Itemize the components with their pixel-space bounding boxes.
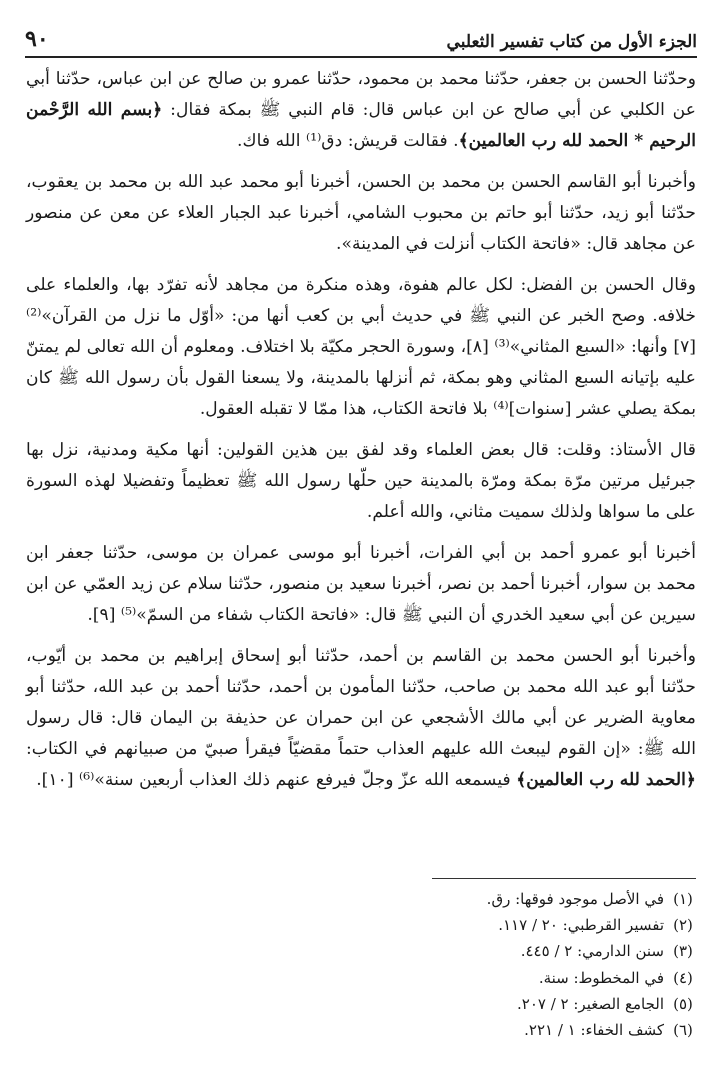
footnote-text: في المخطوط: سنة. [538,968,664,987]
footnote [276,886,696,912]
text-run: وقال الحسن بن الفضل: لكل عالم هفوة، وهذه منكرة من مجاهد لأنه تفرّد بها، والعلماء على خلافه. وصح الخبر عن النبي ﷺ في حديث أبي بن كعب أنها من: «أوّل ما نزل من القرآن»⁽²⁾ [٧] وأنها: «السبع المثاني»⁽³⁾ [٨]، وسورة الحجر مكيّة بلا اختلاف. ومعلوم أن الله تعالى لم يمتنّ عليه بإتيانه السبع المثاني وهو بمكة، ثم أنزلها بالمدينة، ولا يسعنا القول بأن رسول الله ﷺ كان بمكة يصلي عشر [سنوات]⁽⁴⁾ بلا فاتحة الكتاب، هذا ممّا لا تقبله العقول. [26,275,697,419]
footnote [276,1017,696,1043]
text-run: قال الأستاذ: وقلت: قال بعض العلماء وقد لفق بين هذين القولين: أنها مكية ومدنية، نزل بها جبرئيل مرتين مرّة بمكة ومرّة بالمدينة حين حلّها رسول الله ﷺ تعظيماً وتفضيلا لهذه السورة على ما سواها ولذلك سميت مثاني، والله أعلم. [26,440,696,522]
footnote-text: كشف الخفاء: ١ / ٢٢١. [524,1021,664,1040]
footnote-separator [432,878,696,879]
paragraph [26,64,696,157]
paragraph [26,435,696,528]
footnote-number: (٤) [673,968,693,987]
paragraph [26,641,696,796]
text-run: وأخبرنا أبو الحسن محمد بن القاسم بن أحمد، حدّثنا أبو إسحاق إبراهيم بن محمد بن أيّوب، حدّثنا أبو عبد الله محمد بن صاحب، حدّثنا المأمون بن أحمد، حدّثنا أحمد بن عبد الله، حدّثنا أبو معاوية الضرير عن أبي مالك الأشجعي عن ابن حمران عن حذيفة بن اليمان قال: قال رسول الله ﷺ: «إن القوم ليبعث الله عليهم العذاب حتماً مقضيّاً فيقرأ صبيّ من صبيانهم في الكتاب: [26,646,696,759]
main-text [26,64,696,806]
footnote-text: في الأصل موجود فوقها: رق. [486,890,664,908]
quran-quote: ﴿بسم الله الرَّحْمن الرحيم * الحمد لله رب العالمين﴾ [26,100,696,151]
footnote [276,991,696,1017]
footnote [276,938,696,964]
footnote-number: (٦) [673,1021,693,1040]
footnote [276,965,696,991]
footnote-number: (٥) [673,994,693,1013]
footnote-number: (٢) [673,916,693,935]
page-number: ٩٠ [25,26,49,52]
running-title: الجزء الأول من كتاب تفسير الثعلبي [446,32,697,52]
footnote-text: تفسير القرطبي: ٢٠ / ١١٧. [498,916,664,935]
footnote-number: (١) [673,890,693,908]
text-run: . فقالت قريش: دق⁽¹⁾ الله فاك. [237,131,459,151]
footnote-text: الجامع الصغير: ٢ / ٢٠٧. [517,994,664,1013]
paragraph [26,270,696,425]
quran-quote: ﴿الحمد لله رب العالمين﴾ [516,770,696,790]
text-run: وحدّثنا الحسن بن جعفر، حدّثنا محمد بن محمود، حدّثنا عمرو بن صالح عن ابن عباس، حدّثنا أبي عن الكلبي عن أبي صالح عن ابن عباس قال: قام النبي ﷺ بمكة فقال: [26,69,696,120]
footnotes [276,886,696,1043]
footnote-number: (٣) [673,942,693,961]
text-run: فيسمعه الله عزّ وجلّ فيرفع عنهم ذلك العذاب أربعين سنة»⁽⁶⁾ [١٠]. [36,770,517,790]
footnote [276,912,696,938]
paragraph [26,538,696,631]
footnote-text: سنن الدارمي: ٢ / ٤٤٥. [520,942,664,961]
text-run: أخبرنا أبو عمرو أحمد بن أبي الفرات، أخبرنا أبو موسى عمران بن موسى، حدّثنا جعفر ابن محمد بن سوار، أخبرنا أحمد بن نصر، أخبرنا سعيد بن منصور، حدّثنا سلام عن زيد العمّي عن ابن سيرين عن أبي سعيد الخدري أن النبي ﷺ قال: «فاتحة الكتاب شفاء من السمّ»⁽⁵⁾ [٩]. [26,543,696,625]
page-header [25,24,697,58]
text-run: وأخبرنا أبو القاسم الحسن بن محمد بن الحسن، أخبرنا أبو محمد عبد الله بن محمد بن يعقوب، حدّثنا أبو زيد، حدّثنا أبو حاتم بن محبوب الشامي، أخبرنا عبد الجبار العلاء عن معن عن منصور عن مجاهد قال: «فاتحة الكتاب أنزلت في المدينة». [26,172,696,254]
paragraph [26,167,696,260]
